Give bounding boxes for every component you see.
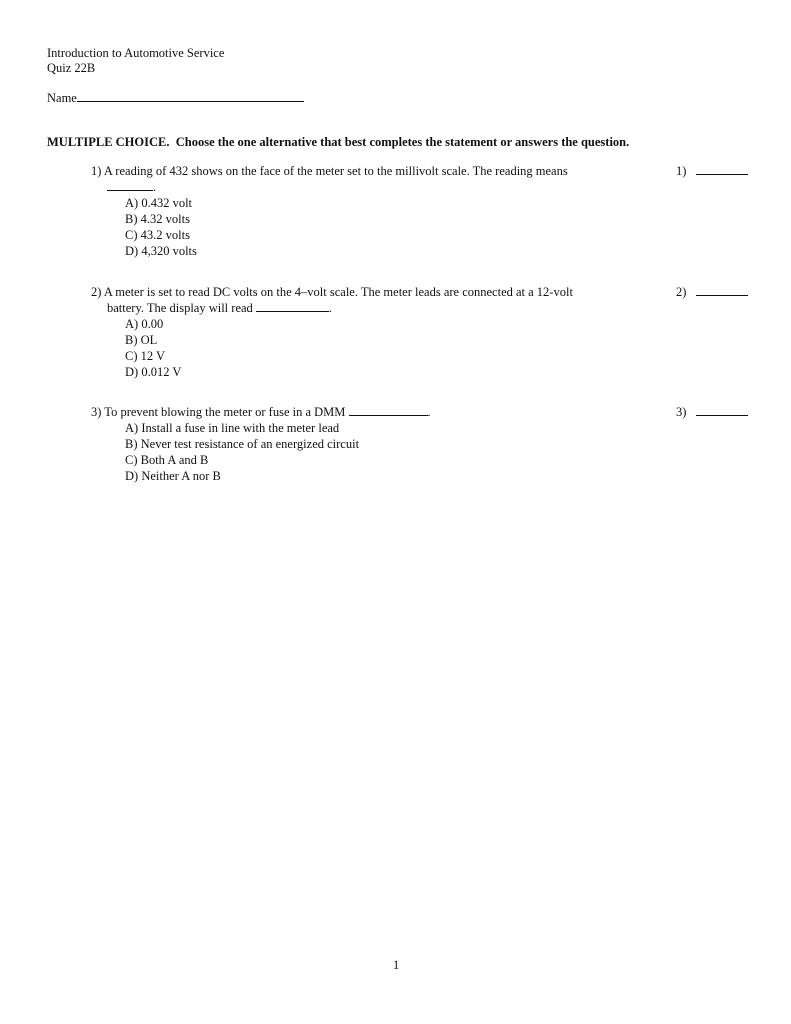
option-d[interactable]: D) 4,320 volts xyxy=(125,244,197,258)
answer-slot[interactable] xyxy=(676,404,748,420)
quiz-title: Quiz 22B xyxy=(47,61,96,75)
answer-blank[interactable] xyxy=(696,163,748,175)
section-instructions xyxy=(47,134,629,150)
punctuation: . xyxy=(153,180,157,194)
name-field[interactable] xyxy=(47,90,304,106)
option-a[interactable]: A) 0.00 xyxy=(125,317,164,331)
option-b[interactable]: B) Never test resistance of an energized circuit xyxy=(125,437,360,451)
question-2 xyxy=(91,284,751,380)
fill-blank xyxy=(256,300,329,312)
option-a[interactable]: A) Install a fuse in line with the meter lead xyxy=(125,421,340,435)
question-text: 3) To prevent blowing the meter or fuse in a DMM xyxy=(91,405,346,419)
section-heading: MULTIPLE CHOICE. xyxy=(47,135,170,149)
option-c[interactable]: C) Both A and B xyxy=(125,453,209,467)
question-text: 1) A reading of 432 shows on the face of the meter set to the millivolt scale. The reading means xyxy=(91,164,568,178)
answer-slot[interactable] xyxy=(676,163,748,179)
option-b[interactable]: B) OL xyxy=(125,333,158,347)
question-text: 2) A meter is set to read DC volts on the 4–volt scale. The meter leads are connected at a 12-volt xyxy=(91,285,573,299)
question-text-cont: battery. The display will read xyxy=(107,301,253,315)
fill-blank xyxy=(107,179,153,191)
course-title: Introduction to Automotive Service xyxy=(47,46,225,60)
question-3 xyxy=(91,404,751,484)
answer-number: 2) xyxy=(676,285,687,299)
option-c[interactable]: C) 12 V xyxy=(125,349,166,363)
name-label: Name xyxy=(47,91,77,105)
page-number: 1 xyxy=(393,958,400,972)
answer-number: 3) xyxy=(676,405,687,419)
option-b[interactable]: B) 4.32 volts xyxy=(125,212,190,226)
option-c[interactable]: C) 43.2 volts xyxy=(125,228,190,242)
option-d[interactable]: D) Neither A nor B xyxy=(125,469,221,483)
answer-slot[interactable] xyxy=(676,284,748,300)
punctuation: . xyxy=(427,405,431,419)
option-a[interactable]: A) 0.432 volt xyxy=(125,196,193,210)
fill-blank xyxy=(349,404,428,416)
question-1 xyxy=(91,163,751,259)
name-blank[interactable] xyxy=(77,90,304,102)
punctuation: . xyxy=(328,301,333,315)
answer-number: 1) xyxy=(676,164,687,178)
answer-blank[interactable] xyxy=(696,404,748,416)
section-instruction: Choose the one alternative that best completes the statement or answers the question. xyxy=(175,135,630,149)
option-d[interactable]: D) 0.012 V xyxy=(125,365,182,379)
answer-blank[interactable] xyxy=(696,284,748,296)
